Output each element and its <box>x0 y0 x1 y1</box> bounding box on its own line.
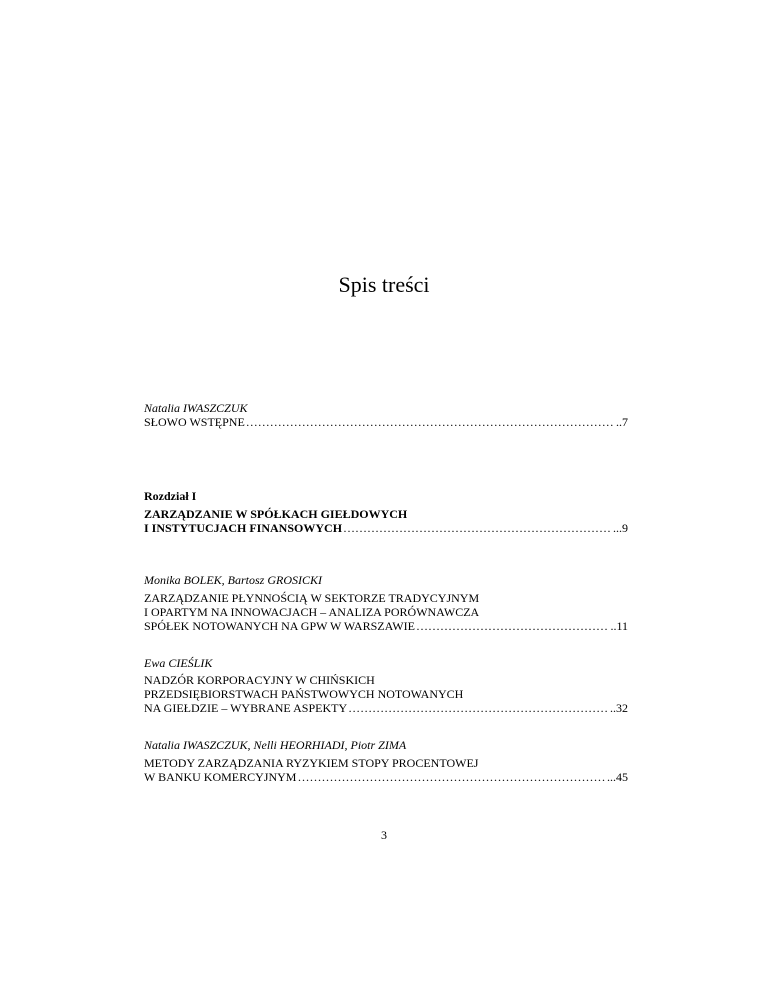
toc-author: Ewa CIEŚLIK <box>144 656 213 670</box>
chapter-title-line: ZARZĄDZANIE W SPÓŁKACH GIEŁDOWYCH <box>144 507 408 521</box>
dot-leader <box>416 619 610 633</box>
toc-title: W BANKU KOMERCYJNYM <box>144 770 297 784</box>
page-title: Spis treści <box>338 272 430 297</box>
toc-page-number: ...45 <box>607 770 628 784</box>
toc-page-number: ..7 <box>616 415 628 429</box>
toc-title: I INSTYTUCJACH FINANSOWYCH <box>144 521 343 535</box>
toc-title-line: METODY ZARZĄDZANIA RYZYKIEM STOPY PROCENTOWEJ <box>144 756 479 770</box>
dot-leader <box>343 521 612 535</box>
toc-title-row[interactable] <box>144 619 628 633</box>
dot-leader <box>246 415 615 429</box>
toc-author: Monika BOLEK, Bartosz GROSICKI <box>144 573 322 587</box>
toc-page-number: ..32 <box>610 701 628 715</box>
toc-chapter-heading <box>144 489 628 535</box>
toc-title-row[interactable] <box>144 701 628 715</box>
toc-entry <box>144 738 628 784</box>
chapter-label: Rozdział I <box>144 489 197 503</box>
toc-title: SŁOWO WSTĘPNE <box>144 415 245 429</box>
toc-entry <box>144 656 628 715</box>
toc-page-number: ...9 <box>613 521 628 535</box>
page-number: 3 <box>381 828 387 842</box>
toc-author: Natalia IWASZCZUK, Nelli HEORHIADI, Piotr ZIMA <box>144 738 407 752</box>
toc-title-row[interactable] <box>144 770 628 784</box>
toc-title: NA GIEŁDZIE – WYBRANE ASPEKTY <box>144 701 348 715</box>
toc-page-number: ..11 <box>610 619 628 633</box>
toc-title-row[interactable] <box>144 415 628 429</box>
dot-leader <box>348 701 609 715</box>
toc-entry <box>144 573 628 633</box>
toc-entry-foreword <box>144 401 628 429</box>
toc-title-row[interactable] <box>144 521 628 535</box>
toc-title-line: NADZÓR KORPORACYJNY W CHIŃSKICH <box>144 673 375 687</box>
toc-author: Natalia IWASZCZUK <box>144 401 248 415</box>
toc-title: SPÓŁEK NOTOWANYCH NA GPW W WARSZAWIE <box>144 619 415 633</box>
toc-title-line: PRZEDSIĘBIORSTWACH PAŃSTWOWYCH NOTOWANYCH <box>144 687 464 701</box>
dot-leader <box>297 770 606 784</box>
toc-title-line: ZARZĄDZANIE PŁYNNOŚCIĄ W SEKTORZE TRADYCYJNYM <box>144 591 480 605</box>
toc-title-line: I OPARTYM NA INNOWACJACH – ANALIZA PORÓWNAWCZA <box>144 605 480 619</box>
